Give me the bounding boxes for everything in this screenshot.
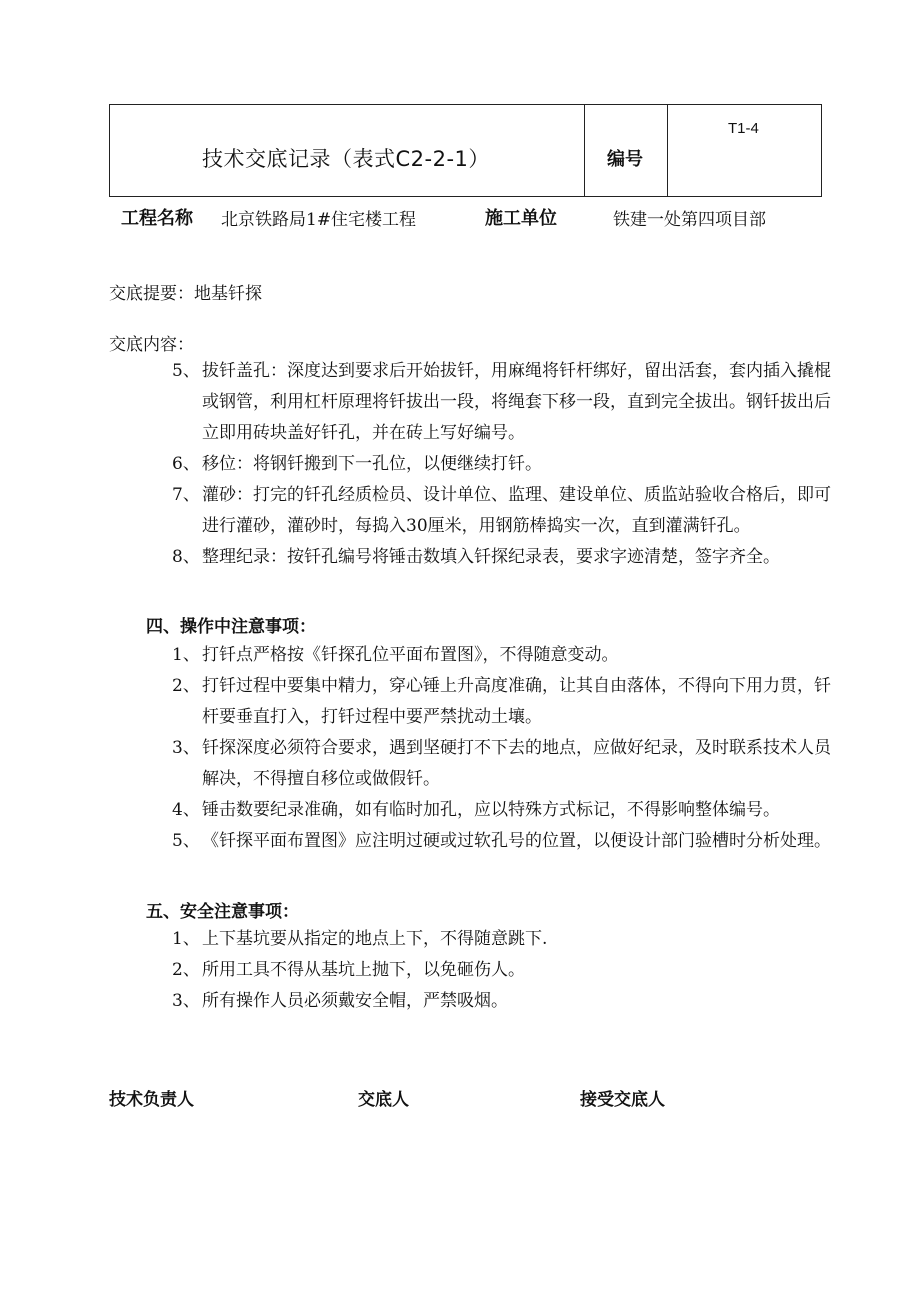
construction-unit-value: 铁建一处第四项目部 — [613, 210, 766, 230]
item-number: 5、 — [172, 361, 200, 381]
item-number: 5、 — [172, 831, 200, 851]
project-name-value: 北京铁路局1#住宅楼工程 — [221, 210, 417, 230]
item-text: 锤击数要纪录准确，如有临时加孔，应以特殊方式标记，不得影响整体编号。 — [202, 800, 780, 820]
item-number: 4、 — [172, 800, 200, 820]
list-item — [172, 986, 837, 1017]
item-number: 6、 — [172, 454, 200, 474]
item-number: 8、 — [172, 547, 200, 567]
list-item — [172, 924, 837, 955]
list-item — [172, 671, 837, 733]
number-label: 编号 — [607, 149, 643, 170]
discloser-signature-label: 交底人 — [358, 1090, 409, 1110]
summary-label: 交底提要： — [109, 284, 194, 304]
header-divider — [584, 105, 585, 196]
receiver-signature-label: 接受交底人 — [580, 1090, 665, 1110]
item-text: 打钎点严格按《钎探孔位平面布置图》，不得随意变动。 — [202, 645, 619, 665]
list-item — [172, 356, 837, 449]
list-item — [172, 733, 837, 795]
summary-value: 地基钎探 — [194, 284, 262, 304]
list-item — [172, 826, 837, 857]
list-item — [172, 795, 837, 826]
item-number: 1、 — [172, 645, 200, 665]
section-heading-operation: 四、操作中注意事项： — [146, 617, 316, 637]
item-text: 上下基坑要从指定的地点上下，不得随意跳下. — [202, 929, 548, 949]
content-label: 交底内容： — [109, 335, 194, 355]
item-text: 移位：将钢钎搬到下一孔位，以便继续打钎。 — [202, 454, 542, 474]
item-number: 3、 — [172, 991, 200, 1011]
tech-lead-signature-label: 技术负责人 — [109, 1090, 194, 1110]
item-text: 灌砂：打完的钎孔经质检员、设计单位、监理、建设单位、质监站验收合格后，即可进行灌砂，灌砂时，每捣入30厘米，用钢筋棒捣实一次，直到灌满钎孔。 — [202, 485, 831, 536]
item-text: 钎探深度必须符合要求，遇到坚硬打不下去的地点，应做好纪录，及时联系技术人员解决，不得擅自移位或做假钎。 — [202, 738, 831, 789]
header-table — [109, 104, 822, 197]
item-text: 所用工具不得从基坑上抛下，以免砸伤人。 — [202, 960, 525, 980]
safety-notes-list — [172, 924, 837, 1017]
header-divider — [667, 105, 668, 196]
list-item — [172, 449, 837, 480]
list-item — [172, 542, 837, 573]
item-text: 《钎探平面布置图》应注明过硬或过软孔号的位置，以便设计部门验槽时分析处理。 — [202, 831, 831, 851]
number-value: T1-4 — [728, 120, 759, 137]
list-item — [172, 640, 837, 671]
document-title: 技术交底记录（表式C2-2-1） — [202, 147, 490, 171]
item-number: 7、 — [172, 485, 200, 505]
construction-unit-label: 施工单位 — [485, 208, 557, 229]
item-text: 拔钎盖孔：深度达到要求后开始拔钎，用麻绳将钎杆绑好，留出活套，套内插入撬棍或钢管，利用杠杆原理将钎拔出一段，将绳套下移一段，直到完全拔出。钢钎拔出后立即用砖块盖好钎孔，并在砖上写好编号。 — [202, 361, 831, 443]
item-number: 1、 — [172, 929, 200, 949]
item-text: 整理纪录：按钎孔编号将锤击数填入钎探纪录表，要求字迹清楚，签字齐全。 — [202, 547, 780, 567]
list-item — [172, 955, 837, 986]
list-item — [172, 480, 837, 542]
summary-line — [109, 279, 262, 304]
project-info-row — [0, 204, 920, 230]
item-text: 所有操作人员必须戴安全帽，严禁吸烟。 — [202, 991, 508, 1011]
item-text: 打钎过程中要集中精力，穿心锤上升高度准确，让其自由落体，不得向下用力贯，钎杆要垂直打入，打钎过程中要严禁扰动土壤。 — [202, 676, 831, 727]
item-number: 2、 — [172, 676, 200, 696]
operation-notes-list — [172, 640, 837, 857]
section-heading-safety: 五、安全注意事项： — [146, 902, 299, 922]
item-number: 3、 — [172, 738, 200, 758]
item-number: 2、 — [172, 960, 200, 980]
steps-list — [172, 356, 837, 573]
project-name-label: 工程名称 — [121, 208, 193, 229]
